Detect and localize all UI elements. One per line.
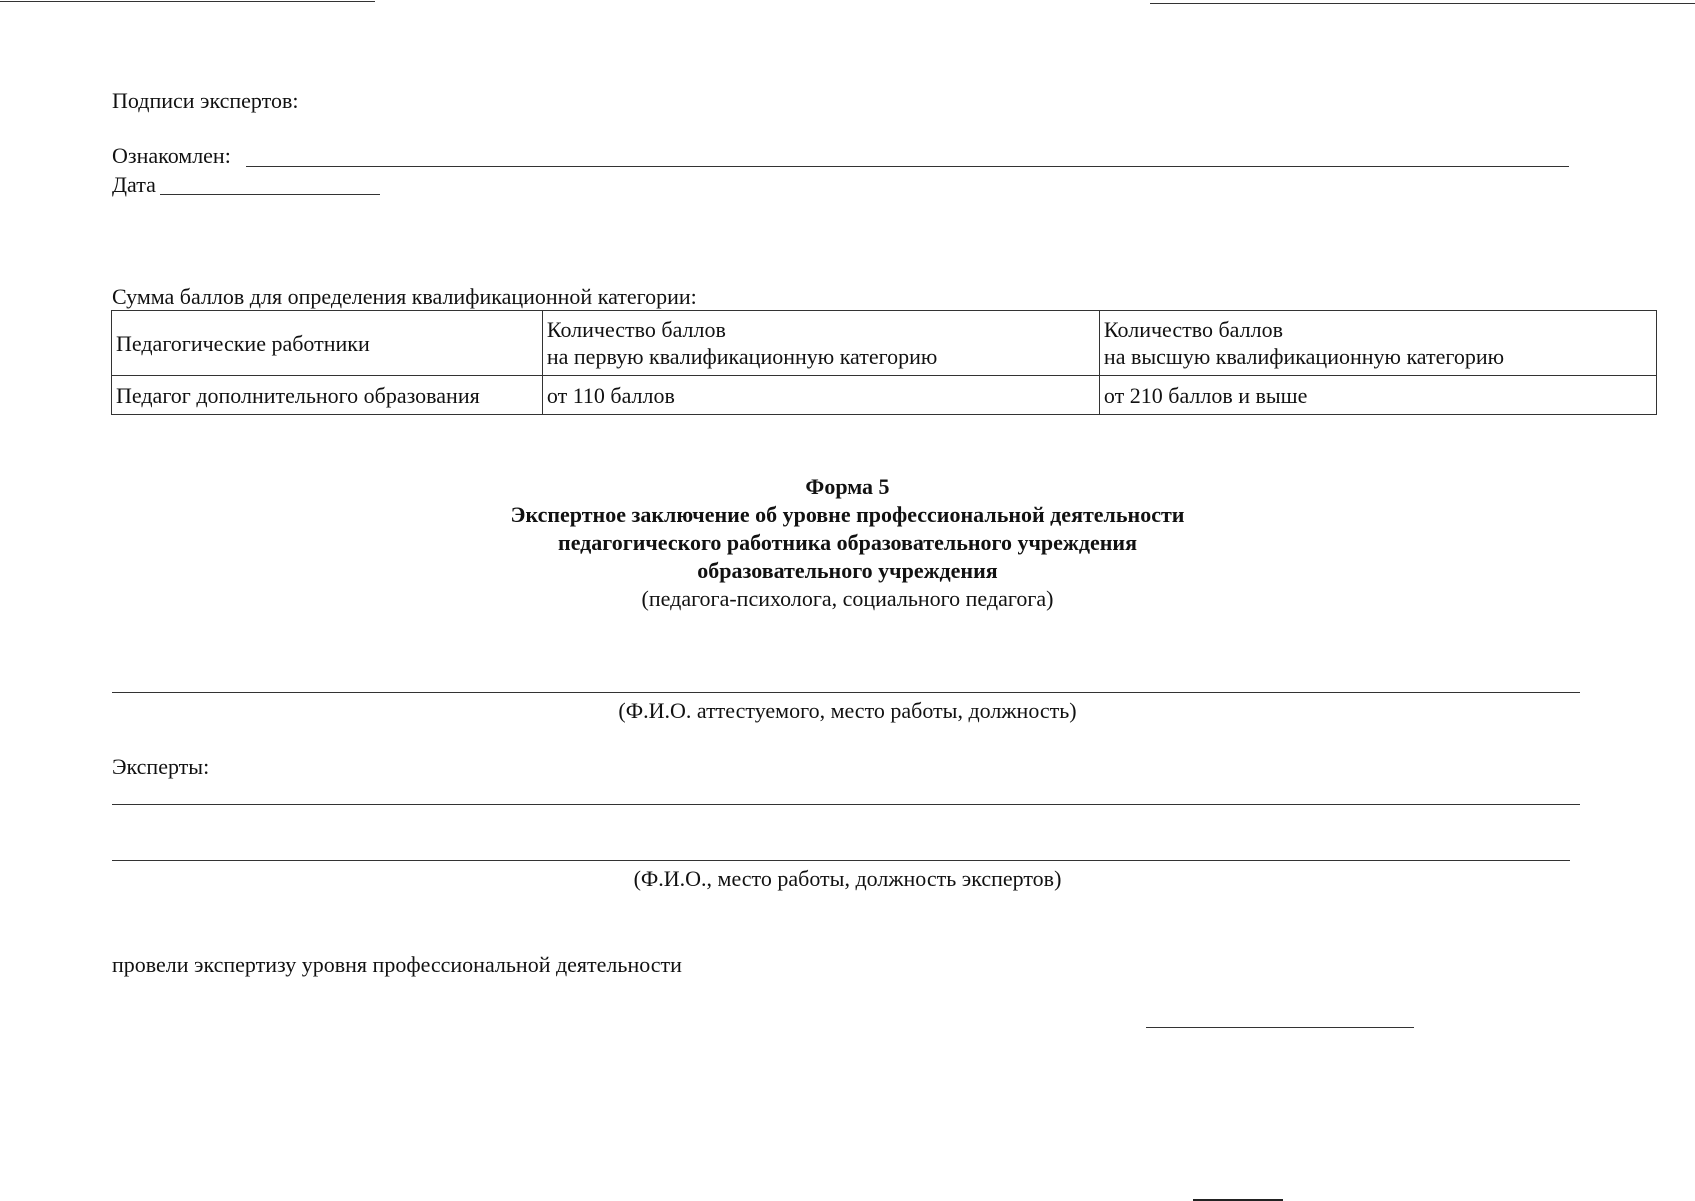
header-highest-category-line2: на высшую квалификационную категорию bbox=[1103, 344, 1505, 369]
form-title-line1: Экспертное заключение об уровне профессиональной деятельности bbox=[510, 502, 1185, 527]
date-label: Дата bbox=[112, 172, 156, 197]
header-staff bbox=[112, 311, 543, 376]
header-highest-category-line1: Количество баллов bbox=[1103, 317, 1283, 342]
form-title-line2: педагогического работника образовательного учреждения bbox=[558, 530, 1137, 555]
form-subtitle: (педагога-психолога, социального педагога) bbox=[641, 586, 1054, 611]
table-header-row bbox=[112, 311, 1657, 376]
acquainted-signature-line[interactable] bbox=[246, 166, 1569, 167]
header-staff-text: Педагогические работники bbox=[116, 330, 370, 356]
attestee-line[interactable] bbox=[112, 692, 1580, 693]
experts-signatures-label: Подписи экспертов: bbox=[112, 88, 299, 113]
scan-edge-line-right bbox=[1150, 3, 1695, 4]
form-number: Форма 5 bbox=[805, 474, 890, 499]
form-title-line3: образовательного учреждения bbox=[697, 558, 998, 583]
experts-line-1[interactable] bbox=[112, 804, 1580, 805]
header-first-category-line2: на первую квалификационную категорию bbox=[546, 344, 938, 369]
cell-highest-category: от 210 баллов и выше bbox=[1099, 376, 1656, 415]
experts-label: Эксперты: bbox=[112, 754, 210, 779]
date-line[interactable] bbox=[160, 194, 380, 195]
conducted-text: провели экспертизу уровня профессиональной деятельности bbox=[112, 952, 682, 977]
scan-edge-line-left bbox=[0, 1, 375, 2]
scores-table bbox=[111, 310, 1657, 415]
acquainted-label: Ознакомлен: bbox=[112, 143, 231, 168]
cell-first-category: от 110 баллов bbox=[542, 376, 1099, 415]
table-row bbox=[112, 376, 1657, 415]
scores-caption: Сумма баллов для определения квалификационной категории: bbox=[112, 284, 697, 309]
conducted-continuation-line[interactable] bbox=[1146, 1027, 1414, 1028]
header-first-category-line1: Количество баллов bbox=[546, 317, 726, 342]
attestee-caption: (Ф.И.О. аттестуемого, место работы, должность) bbox=[618, 698, 1077, 723]
experts-line-2[interactable] bbox=[112, 860, 1570, 861]
header-highest-category bbox=[1099, 311, 1656, 376]
cell-staff: Педагог дополнительного образования bbox=[112, 376, 543, 415]
header-first-category bbox=[542, 311, 1099, 376]
experts-caption: (Ф.И.О., место работы, должность экспертов) bbox=[633, 866, 1062, 891]
